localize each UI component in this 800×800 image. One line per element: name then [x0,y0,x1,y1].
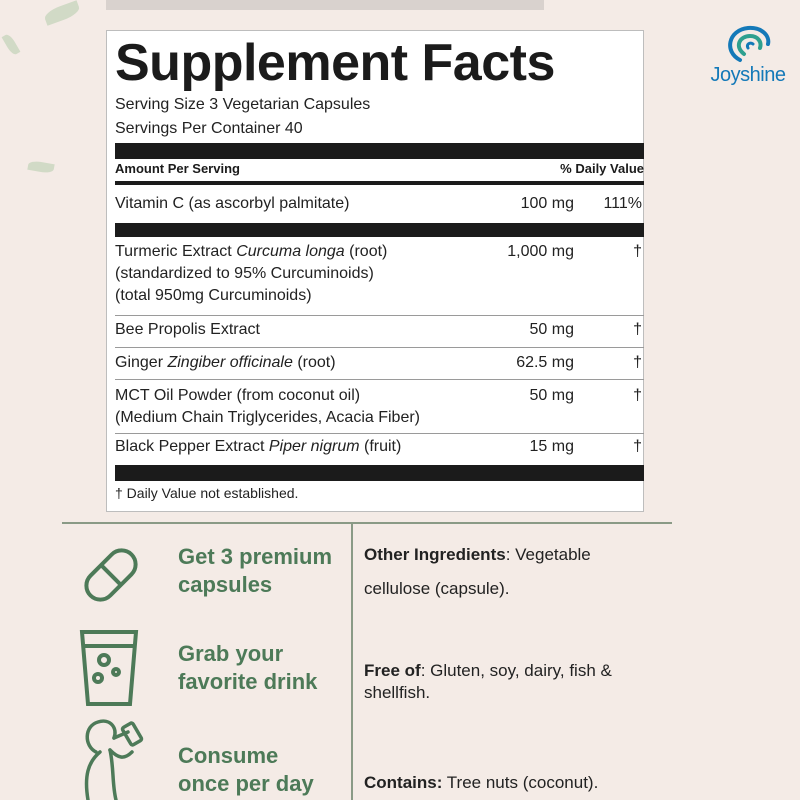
ingredient-name: Black Pepper Extract Piper nigrum (fruit) [115,438,402,455]
supplement-facts-panel: Supplement Facts Serving Size 3 Vegetarian Capsules Servings Per Container 40 Amount Per Serving % Daily Value Vitamin C (as ascorbyl palmitate) 100 mg 111% Turmeric Extract Curcuma longa (root) 1,000 mg † (standardized to 95% Curcuminoids) (total 950mg Curcuminoids) Bee Propolis Extract 50 mg † Ginger Zingiber officinale (root) 62.5 mg † MCT Oil Powder (from coconut oil) 50 mg † (Medium Chain Triglycerides, Acacia Fiber) Black Pepper Extract Piper nigrum (fruit) 15 mg † † Daily Value not established. [106,30,644,512]
ingredient-name: Ginger Zingiber officinale (root) [115,354,336,371]
ingredient-amount: 50 mg [529,321,574,338]
ingredient-daily-value: † [633,321,642,338]
person-drinking-icon [66,712,156,800]
ingredient-daily-value: 111% [603,195,642,212]
ingredient-amount: 15 mg [529,438,574,455]
glass-icon [78,628,140,708]
ingredient-daily-value: † [633,438,642,455]
joyshine-logo [700,22,796,92]
row-divider [115,315,644,316]
amount-per-serving-header: Amount Per Serving [115,161,240,176]
ingredient-amount: 62.5 mg [516,354,574,371]
leaf-decoration [27,160,54,174]
step-consume: Consume once per day [178,743,314,796]
step-grab-drink: Grab your favorite drink [178,641,318,694]
leaf-decoration [43,0,82,25]
section-divider [62,522,672,524]
serving-size: Serving Size 3 Vegetarian Capsules [115,96,371,113]
other-ingredients: Other Ingredients: Vegetable cellulose (capsule). [364,545,591,598]
ingredient-name: MCT Oil Powder (from coconut oil) [115,387,361,404]
row-divider [115,379,644,380]
ingredient-amount: 100 mg [520,195,574,212]
brand-name: Joyshine [710,64,786,86]
contains: Contains: Tree nuts (coconut). [364,773,599,792]
step-get-capsules: Get 3 premium capsules [178,544,333,597]
ingredient-daily-value: † [633,387,642,404]
ingredient-name: Vitamin C (as ascorbyl palmitate) [115,195,350,212]
leaf-decoration [2,33,21,57]
ingredient-daily-value: † [633,354,642,371]
column-header [115,161,644,176]
ingredient-name: Bee Propolis Extract [115,321,260,338]
row-divider [115,433,644,434]
logo-swirl-icon [718,22,778,64]
thick-divider [115,223,644,237]
ingredient-name: Turmeric Extract Curcuma longa (root) [115,243,388,260]
facts-title: Supplement Facts [115,34,555,92]
servings-per-container: Servings Per Container 40 [115,120,303,137]
footnote: † Daily Value not established. [115,485,299,501]
row-divider [115,347,644,348]
medium-divider [115,181,644,185]
column-divider [351,522,353,800]
thick-divider [115,465,644,481]
ingredient-amount: 50 mg [529,387,574,404]
capsule-icon [74,538,148,612]
top-image-edge [106,0,544,10]
thick-divider [115,143,644,159]
ingredient-amount: 1,000 mg [507,243,574,260]
daily-value-header: % Daily Value [560,161,644,176]
free-of: Free of: Gluten, soy, dairy, fish & shellfish. [364,661,612,702]
ingredient-daily-value: † [633,243,642,260]
